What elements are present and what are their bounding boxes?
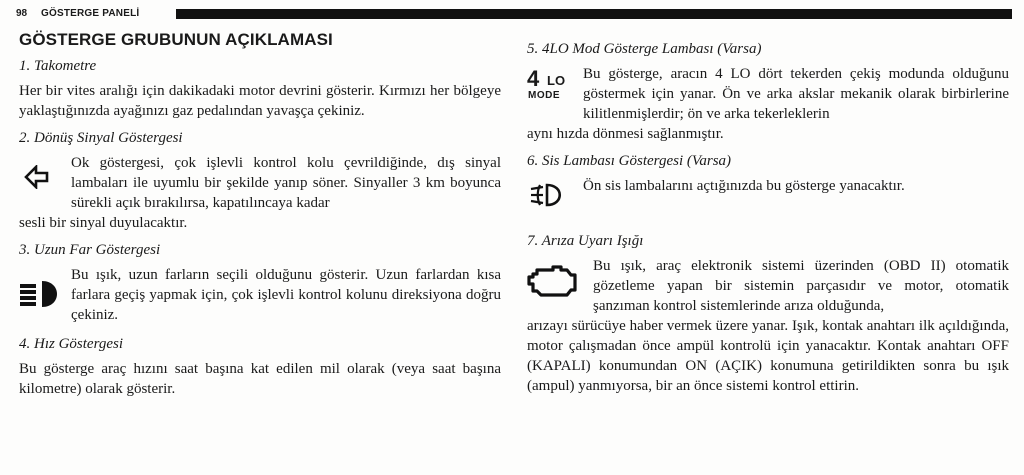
4lo-icon-mode: MODE (528, 90, 560, 101)
section-text-malfunction: Bu ışık, araç elektronik sistemi üzerinden (OBD II) otomatik gözetleme yapan bir sistemin parçasıdır ve motor, otomatik şanzıman kontrol sistemlerinde arıza olduğunda, (593, 258, 1009, 314)
section-heading-tachometer: 1. Takometre (19, 58, 97, 74)
section-text-4lo-end: aynı hızda dönmesi sağlanmıştır. (527, 126, 724, 142)
section-heading-fog-lamp: 6. Sis Lambası Göstergesi (Varsa) (527, 153, 732, 169)
4lo-block (527, 64, 1009, 124)
right-column (527, 30, 1009, 396)
section-text-turn-signal: Ok göstergesi, çok işlevli kontrol kolu çevrildiğinde, dış sinyal lambaları ile uyumlu bir şekilde yanıp söner. Sinyaller 3 km boyunca sürekli açık bırakılırsa, kapatılıncaya kadar (71, 155, 501, 211)
section-text-tachometer: Her bir vites aralığı için dakikadaki motor devrini gösterir. Kırmızı her bölgeye yaklaştığınızda ayağınızı gaz pedalından yavaşça çekiniz. (19, 83, 501, 119)
page-header (16, 4, 1012, 26)
section-heading-malfunction: 7. Arıza Uyarı Işığı (527, 233, 644, 249)
section-heading-speedometer: 4. Hız Göstergesi (19, 336, 124, 352)
left-column (19, 30, 501, 399)
turn-signal-block (19, 153, 501, 213)
section-text-fog-lamp: Ön sis lambalarını açtığınızda bu gösterge yanacaktır. (583, 178, 905, 194)
4lo-mode-icon (527, 68, 573, 106)
4lo-icon-lo: LO (547, 73, 566, 88)
section-text-high-beam: Bu ışık, uzun farların seçili olduğunu gösterir. Uzun farlardan kısa farlara geçiş yapmak için, çok işlevli kontrol kolunu direksiyona doğru çekiniz. (71, 267, 501, 323)
section-name: GÖSTERGE PANELİ (41, 8, 140, 19)
high-beam-icon (20, 277, 64, 311)
fog-lamp-block (527, 176, 1009, 220)
check-engine-icon (527, 264, 579, 298)
section-heading-turn-signal: 2. Dönüş Sinyal Göstergesi (19, 130, 183, 146)
section-text-malfunction-end: arızayı sürücüye haber vermek üzere yanar. Işık, kontak anahtarı ilk açıldığında, motor çalışmadan önce ampül kontrolü için yanacaktır. Kontak anahtarı OFF (KAPALI) konumundan ON (AÇIK) konumuna getirildikten sonra bu ışık (ampul) yanmıyorsa, bir an önce sistemi kontrol ettirin. (527, 318, 1009, 394)
section-text-turn-signal-end: sesli bir sinyal duyulacaktır. (19, 215, 188, 231)
header-rule (176, 9, 1012, 19)
section-heading-high-beam: 3. Uzun Far Göstergesi (19, 242, 161, 258)
section-text-speedometer: Bu gösterge araç hızını saat başına kat edilen mil olarak (veya saat başına kilometre) olarak gösterir. (19, 361, 501, 397)
page-title: GÖSTERGE GRUBUNUN AÇIKLAMASI (19, 30, 333, 49)
fog-lamp-icon (530, 182, 566, 208)
turn-signal-arrow-icon (24, 165, 50, 189)
section-text-4lo: Bu gösterge, aracın 4 LO dört tekerden çekiş modunda olduğunu göstermek için yanar. Ön ve arka akslar mekanik olarak birbirlerine kilitlenmişlerdir; ön ve arka tekerleklerin (583, 66, 1009, 122)
high-beam-block (19, 265, 501, 325)
page-number: 98 (16, 8, 28, 19)
section-heading-4lo: 5. 4LO Mod Gösterge Lambası (Varsa) (527, 41, 762, 57)
malfunction-block (527, 256, 1009, 316)
4lo-icon-digit: 4 (527, 66, 540, 91)
